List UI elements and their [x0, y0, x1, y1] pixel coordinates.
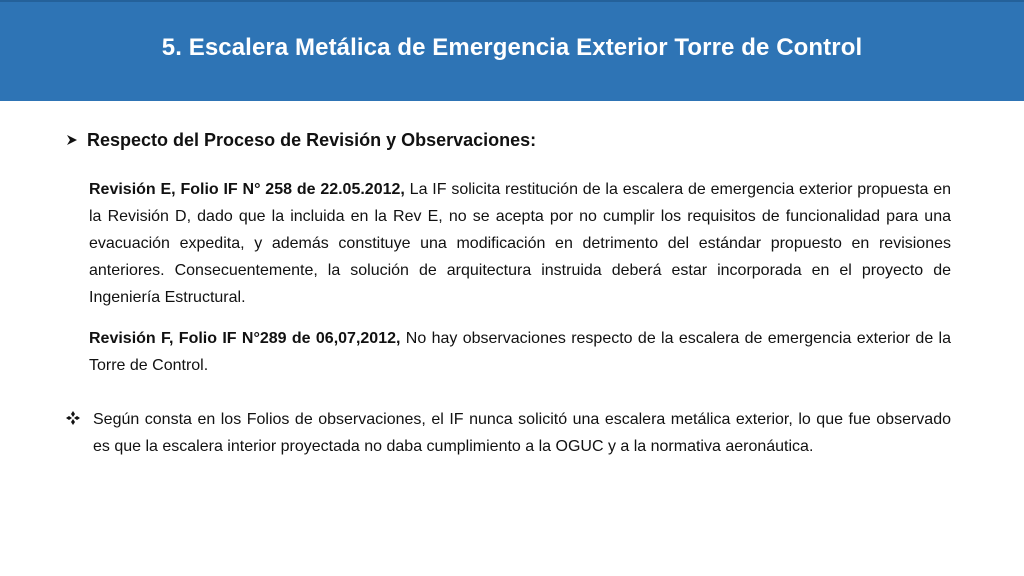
- header-top-line: [0, 0, 1024, 2]
- observation-text: Según consta en los Folios de observaciones, el IF nunca solicitó una escalera metálica exterior, lo que fue observado es que la escalera interior proyectada no daba cumplimiento a la OGUC y a la normativa aeronáutica.: [93, 411, 951, 455]
- arrow-right-icon: [66, 134, 78, 146]
- revision-f-paragraph: [89, 325, 951, 379]
- revision-e-text: La IF solicita restitución de la escalera de emergencia exterior propuesta en la Revisión D, dado que la incluida en la Rev E, no se acepta por no cumplir los requisitos de funcionalidad para una evacuación expedita, y además constituye una modificación en detrimento del estándar propuesto en revisiones anteriores. Consecuentemente, la solución de arquitectura instruida deberá estar incorporada en el proyecto de Ingeniería Estructural.: [89, 181, 951, 306]
- four-diamond-icon: [66, 411, 80, 425]
- section-heading: [66, 127, 536, 153]
- slide-title: 5. Escalera Metálica de Emergencia Exterior Torre de Control: [161, 34, 863, 61]
- slide-header: [0, 0, 1024, 101]
- revision-f-text: No hay observaciones respecto de la escalera de emergencia exterior de la Torre de Control.: [89, 330, 952, 374]
- revision-e-paragraph: [89, 176, 951, 311]
- revision-e-lead: Revisión E, Folio IF N° 258 de 22.05.2012,: [89, 181, 405, 198]
- section-heading-text: Respecto del Proceso de Revisión y Observaciones:: [87, 130, 537, 150]
- revision-f-lead: Revisión F, Folio IF N°289 de 06,07,2012,: [89, 330, 401, 347]
